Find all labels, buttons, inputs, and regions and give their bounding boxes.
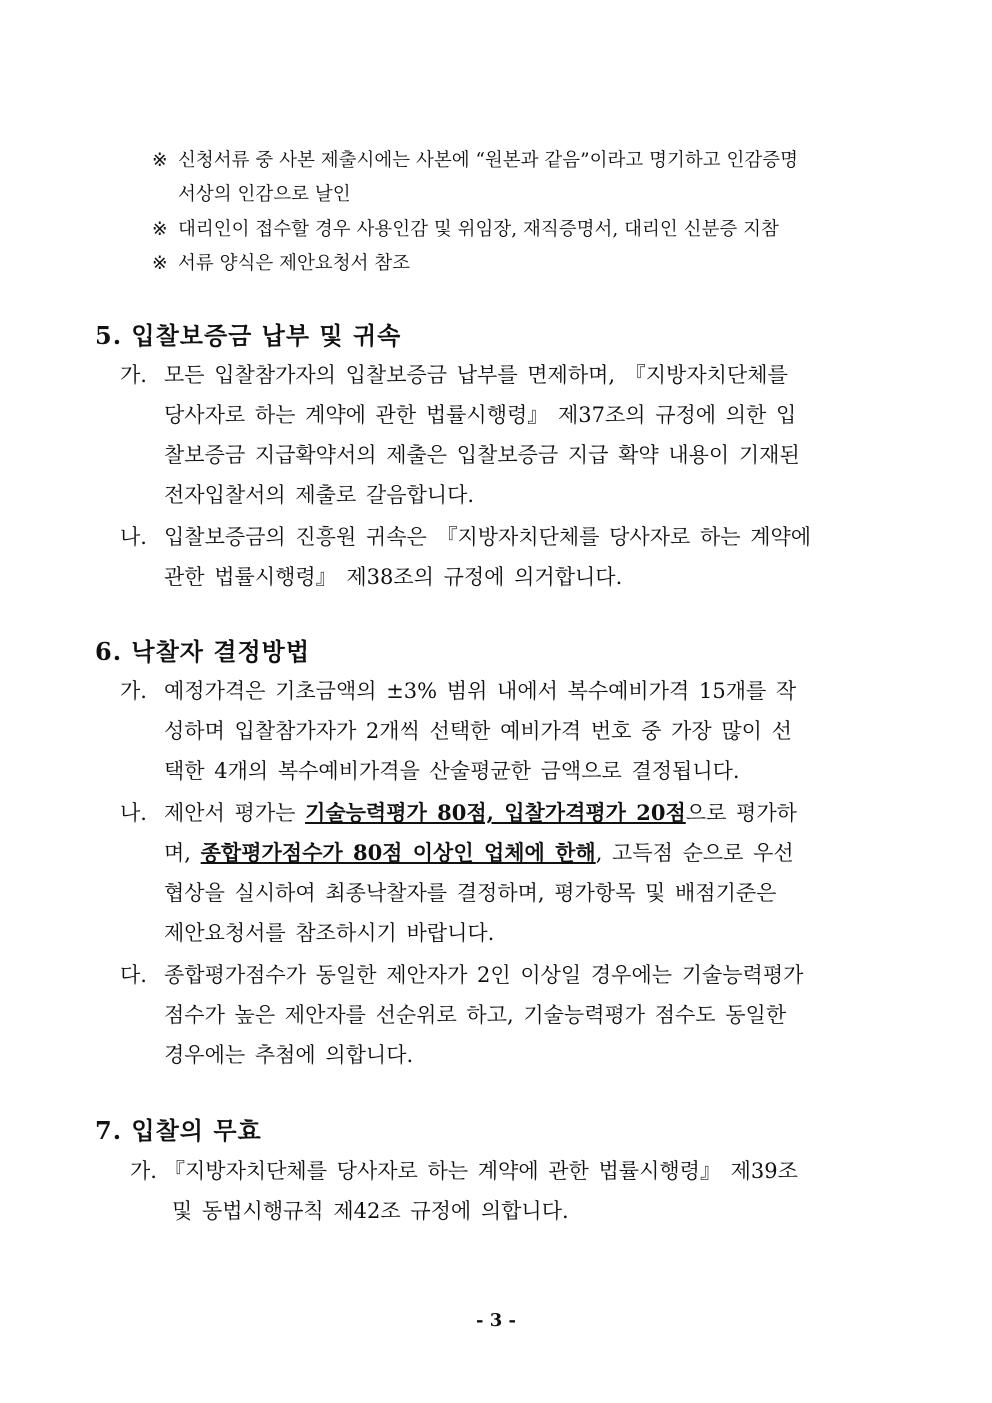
item-line — [164, 793, 898, 833]
underlined-emphasis: 기술능력평가 80점, 입찰가격평가 20점 — [305, 800, 686, 825]
page-number: - 3 - — [476, 1310, 516, 1331]
item-line: 입찰보증금의 진흥원 귀속은 『지방자치단체를 당사자로 하는 계약에 — [164, 525, 812, 549]
item-line: 당사자로 하는 계약에 관한 법률시행령』 제37조의 규정에 의한 입 — [164, 403, 797, 427]
note-text: 신청서류 중 사본 제출시에는 사본에 “원본과 같음”이라고 명기하고 인감증명 — [178, 150, 798, 171]
item-line: 예정가격은 기초금액의 ±3% 범위 내에서 복수예비가격 15개를 작 — [164, 679, 797, 703]
item-label: 가. — [130, 1159, 157, 1183]
item-line: 종합평가점수가 동일한 제안자가 2인 이상일 경우에는 기술능력평가 — [164, 963, 804, 987]
item-label: 나. — [120, 525, 147, 549]
item-body — [164, 955, 898, 1075]
item-body — [164, 355, 898, 515]
item-label: 나. — [120, 801, 147, 825]
item-line: 및 동법시행규칙 제42조 규정에 의합니다. — [172, 1199, 569, 1223]
item-body — [164, 671, 898, 791]
item-line: 협상을 실시하여 최종낙찰자를 결정하며, 평가항목 및 배점기준은 — [164, 881, 777, 905]
section-heading: 5. 입찰보증금 납부 및 귀속 — [95, 321, 402, 350]
note-text: 서류 양식은 제안요청서 참조 — [178, 253, 411, 274]
item-line: 제안요청서를 참조하시기 바랍니다. — [164, 921, 495, 945]
section-item — [120, 955, 898, 1075]
item-line: 모든 입찰참가자의 입찰보증금 납부를 면제하며, 『지방자치단체를 — [164, 363, 788, 387]
item-line: 택한 4개의 복수예비가격을 산술평균한 금액으로 결정됩니다. — [164, 759, 740, 783]
section-item — [120, 355, 898, 515]
item-body — [164, 517, 898, 597]
item-body — [164, 793, 898, 953]
note-text-continued: 서상의 인감으로 날인 — [178, 184, 351, 205]
item-text: 며, — [164, 841, 201, 865]
section-item — [120, 517, 898, 597]
item-body — [164, 1151, 898, 1231]
note-item — [152, 213, 897, 247]
item-label: 다. — [120, 963, 147, 987]
note-mark: ※ — [152, 150, 168, 171]
section-item — [130, 1151, 898, 1231]
item-line: 점수가 높은 제안자를 선순위로 하고, 기술능력평가 점수도 동일한 — [164, 1003, 787, 1027]
item-line: 『지방자치단체를 당사자로 하는 계약에 관한 법률시행령』 제39조 — [164, 1159, 798, 1183]
item-text: 제안서 평가는 — [164, 801, 306, 825]
section-heading: 6. 낙찰자 결정방법 — [95, 637, 311, 666]
item-line: 찰보증금 지급확약서의 제출은 입찰보증금 지급 확약 내용이 기재된 — [164, 443, 800, 467]
item-line — [164, 833, 898, 873]
item-text: , 고득점 순으로 우선 — [595, 841, 794, 865]
item-label: 가. — [120, 679, 147, 703]
item-line: 경우에는 추첨에 의합니다. — [164, 1043, 414, 1067]
underlined-emphasis: 종합평가점수가 80점 이상인 업체에 한해 — [200, 840, 596, 865]
note-mark: ※ — [152, 253, 168, 274]
section-item — [120, 793, 898, 953]
item-line: 전자입찰서의 제출로 갈음합니다. — [164, 483, 475, 507]
item-line: 관한 법률시행령』 제38조의 규정에 의거합니다. — [164, 565, 623, 589]
note-item — [152, 247, 897, 281]
note-item — [152, 144, 897, 212]
section-item — [120, 671, 898, 791]
item-text: 으로 평가하 — [685, 801, 797, 825]
section-heading: 7. 입찰의 무효 — [95, 1116, 262, 1145]
item-label: 가. — [120, 363, 147, 387]
note-text: 대리인이 접수할 경우 사용인감 및 위임장, 재직증명서, 대리인 신분증 지참 — [178, 219, 779, 240]
note-mark: ※ — [152, 219, 168, 240]
item-line: 성하며 입찰참가자가 2개씩 선택한 예비가격 번호 중 가장 많이 선 — [164, 719, 792, 743]
